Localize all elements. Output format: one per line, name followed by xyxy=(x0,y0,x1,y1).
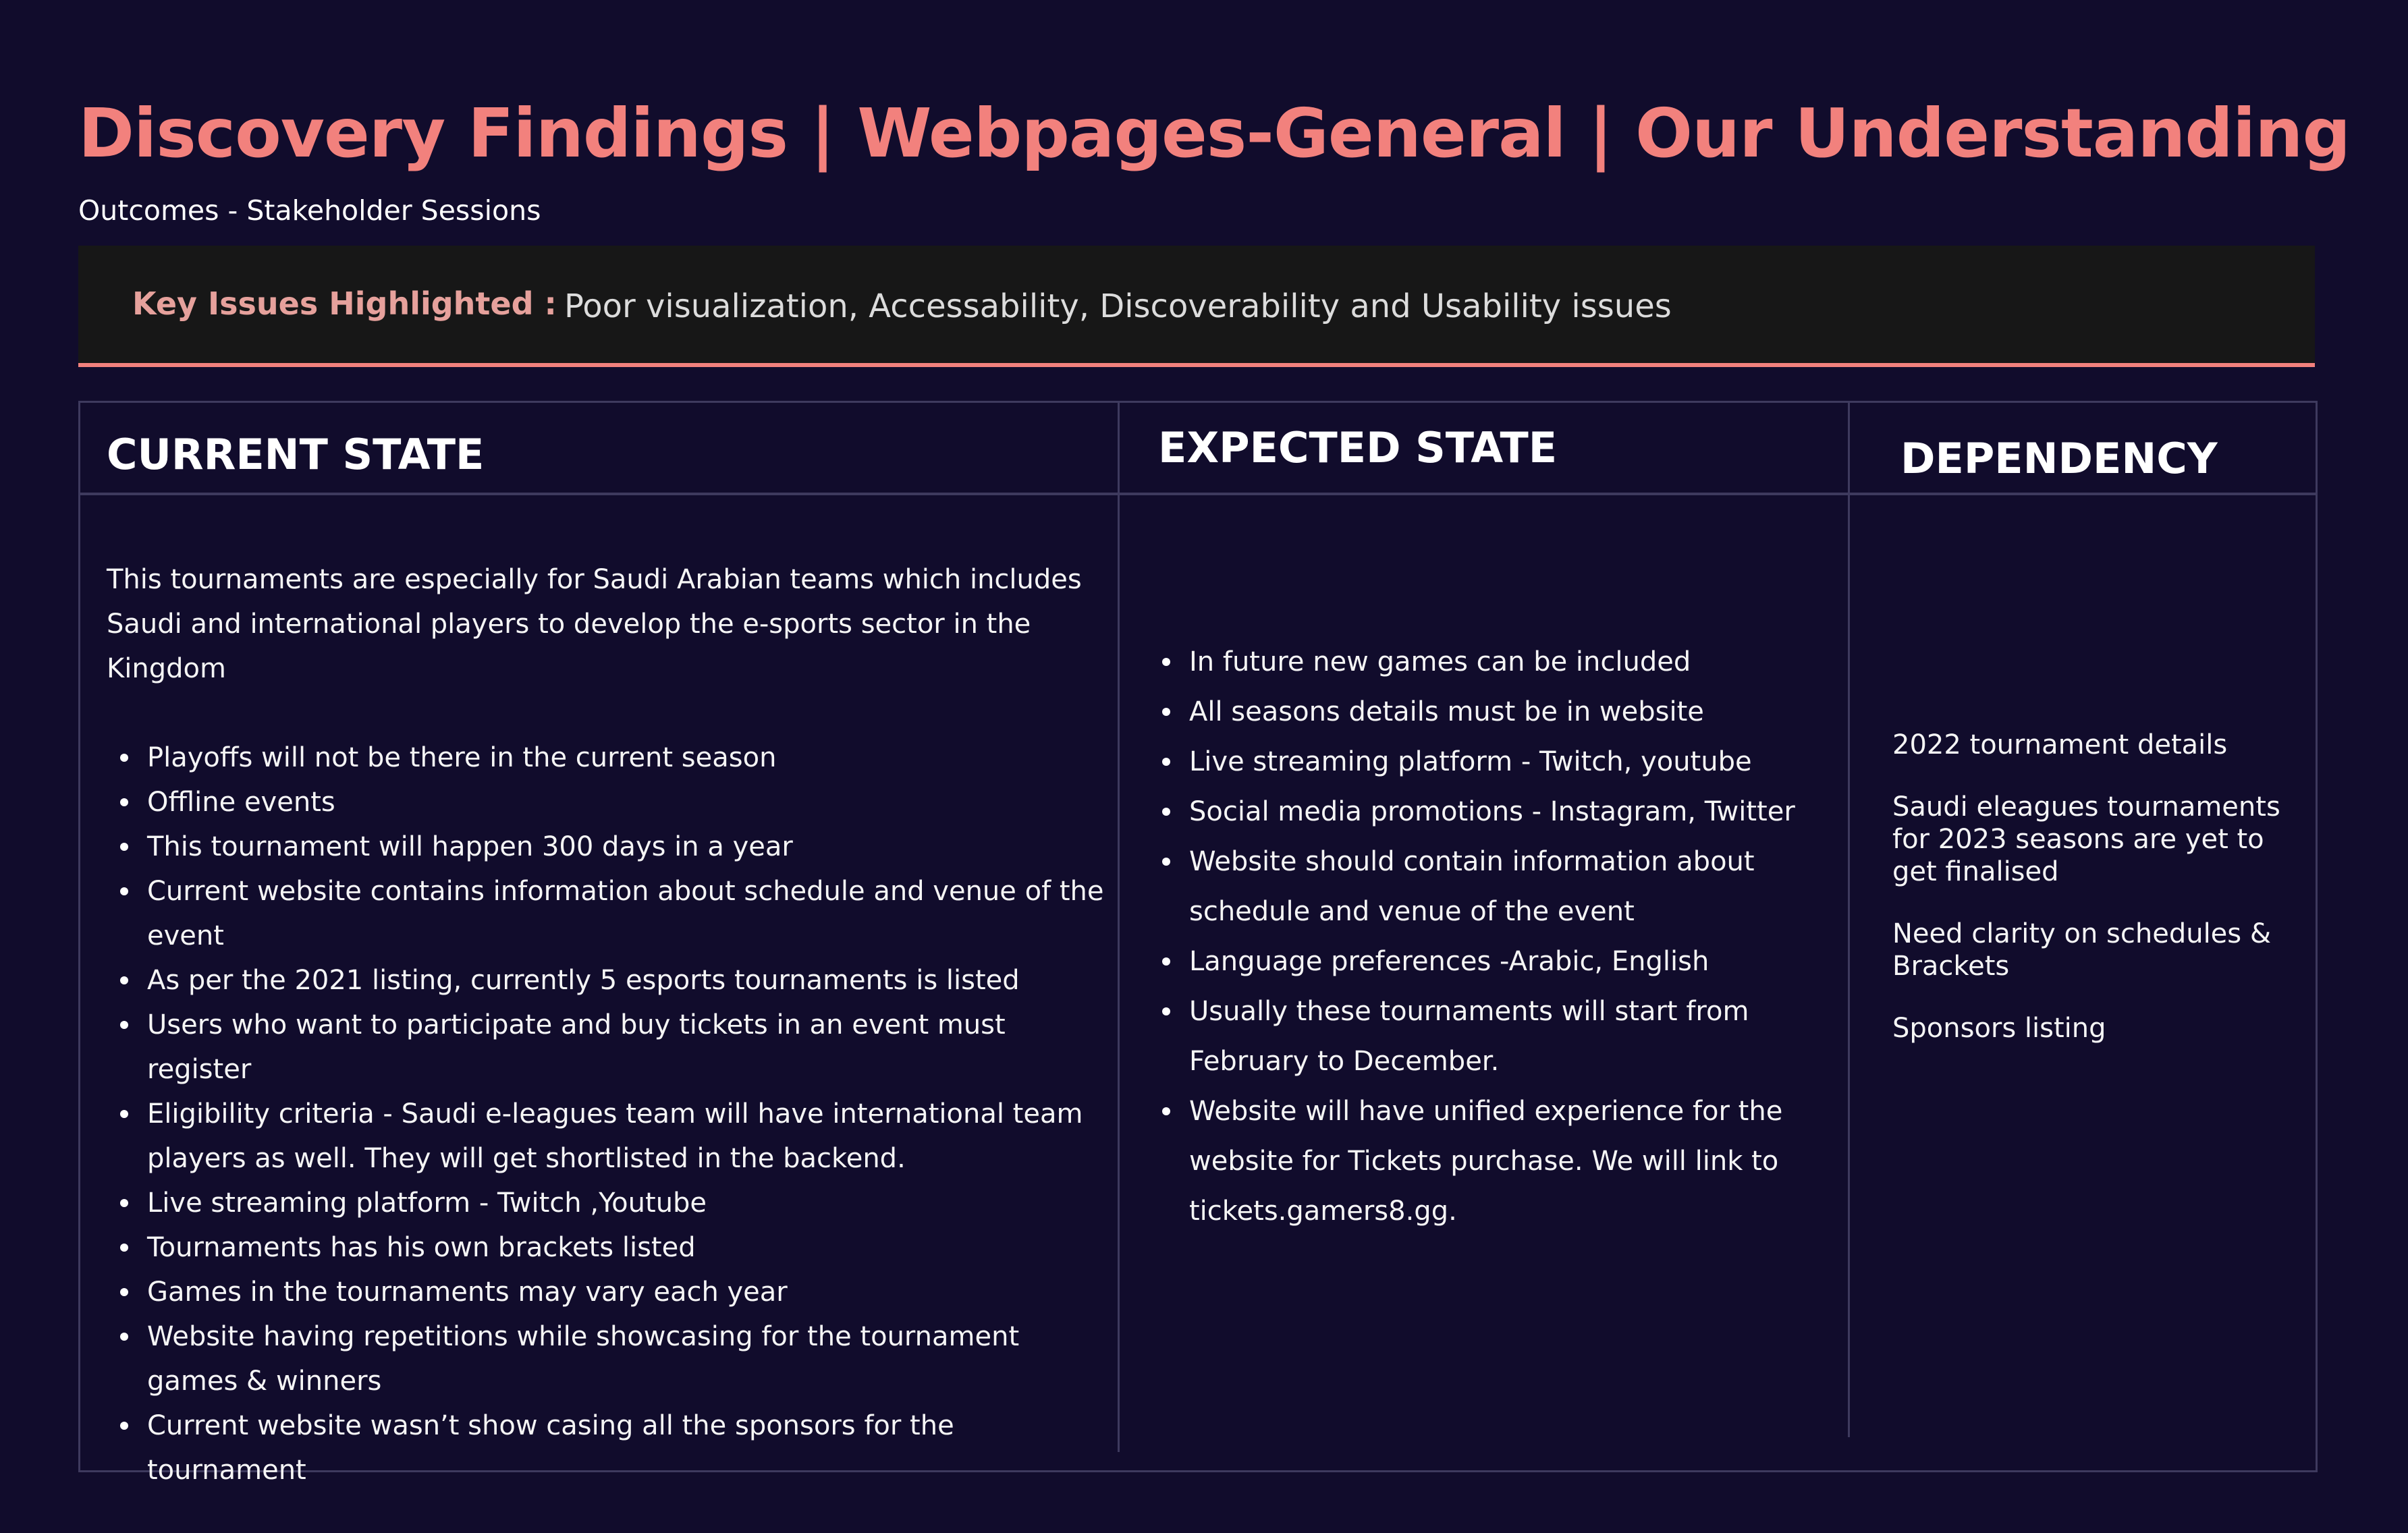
list-item: Current website contains information about schedule and venue of the event xyxy=(107,869,1105,958)
key-issues-label: Key Issues Highlighted : xyxy=(132,285,557,322)
list-item: Website will have unified experience for the website for Tickets purchase. We will link to tickets.gamers8.gg. xyxy=(1149,1086,1837,1236)
column-divider-1 xyxy=(1118,401,1120,1452)
current-state-list xyxy=(107,735,1105,1493)
list-item: Current website wasn’t show casing all the sponsors for the tournament xyxy=(107,1403,1105,1493)
list-item: As per the 2021 listing, currently 5 esports tournaments is listed xyxy=(107,958,1105,1003)
current-state-heading: CURRENT STATE xyxy=(107,430,485,479)
dependency-item: Need clarity on schedules & Brackets xyxy=(1892,918,2272,982)
list-item: Playoffs will not be there in the current season xyxy=(107,735,1105,780)
list-item: Offline events xyxy=(107,780,1105,825)
expected-state-list xyxy=(1149,637,1837,1236)
key-issues-value: Poor visualization, Accessability, Discoverability and Usability issues xyxy=(564,287,1672,325)
list-item: Website having repetitions while showcasing for the tournament games & winners xyxy=(107,1314,1105,1403)
column-divider-2 xyxy=(1848,401,1850,1437)
dependency-item: Sponsors listing xyxy=(1892,1013,2106,1044)
list-item: Social media promotions - Instagram, Twitter xyxy=(1149,787,1837,837)
dependency-heading: DEPENDENCY xyxy=(1900,434,2218,483)
dependency-item: Saudi eleagues tournaments for 2023 seasons are yet to get finalised xyxy=(1892,791,2280,887)
dependency-item: 2022 tournament details xyxy=(1892,729,2228,760)
expected-state-column xyxy=(1149,637,1837,1236)
list-item: Website should contain information about schedule and venue of the event xyxy=(1149,837,1837,937)
list-item: In future new games can be included xyxy=(1149,637,1837,687)
list-item: Eligibility criteria - Saudi e-leagues team will have international team players as well. They will get shortlisted in the backend. xyxy=(107,1092,1105,1181)
expected-state-heading: EXPECTED STATE xyxy=(1158,423,1558,472)
page-title: Discovery Findings | Webpages-General | Our Understanding xyxy=(78,94,2351,173)
list-item: This tournament will happen 300 days in a year xyxy=(107,825,1105,869)
list-item: Games in the tournaments may vary each year xyxy=(107,1270,1105,1314)
list-item: All seasons details must be in website xyxy=(1149,687,1837,737)
list-item: Usually these tournaments will start from February to December. xyxy=(1149,986,1837,1086)
table-header-divider xyxy=(78,493,2318,495)
list-item: Live streaming platform - Twitch ,Youtube xyxy=(107,1181,1105,1225)
list-item: Users who want to participate and buy tickets in an event must register xyxy=(107,1003,1105,1092)
list-item: Tournaments has his own brackets listed xyxy=(107,1225,1105,1270)
dependency-column xyxy=(1892,729,2297,1074)
current-state-intro: This tournaments are especially for Saudi Arabian teams which includes Saudi and international players to develop the e-sports sector in the Kingdom xyxy=(107,564,1082,684)
key-issues-banner xyxy=(78,246,2315,367)
current-state-column xyxy=(107,557,1105,1493)
list-item: Language preferences -Arabic, English xyxy=(1149,937,1837,986)
list-item: Live streaming platform - Twitch, youtube xyxy=(1149,737,1837,787)
page-subtitle: Outcomes - Stakeholder Sessions xyxy=(78,194,541,227)
